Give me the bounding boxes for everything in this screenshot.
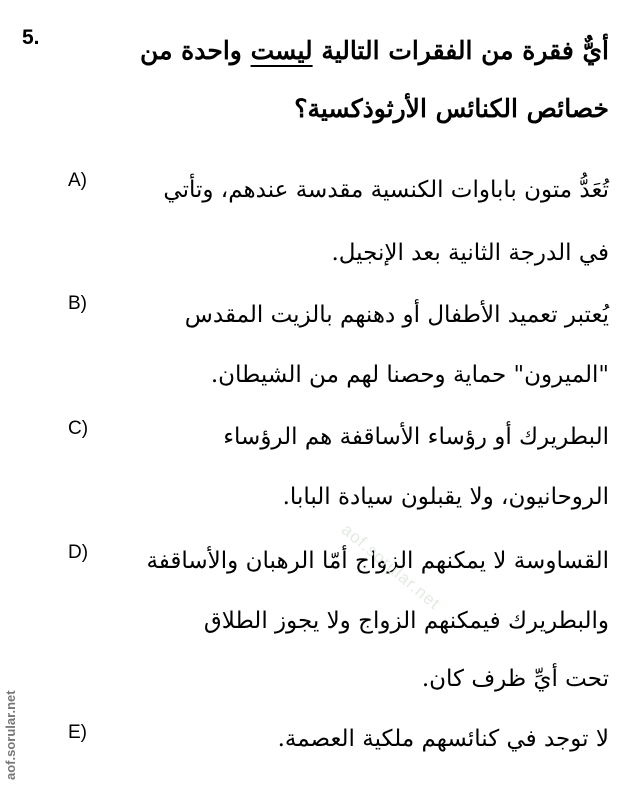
question-text-pre: أيٌّ فقرة من الفقرات التالية — [321, 36, 609, 65]
option-text-line: في الدرجة الثانية بعد الإنجيل. — [331, 240, 609, 266]
option-text-line: لا توجد في كنائسهم ملكية العصمة. — [277, 726, 609, 752]
option-text-line: القساوسة لا يمكنهم الزواج أمّا الرهبان والأساقفة — [146, 548, 609, 574]
option-letter: B) — [68, 293, 87, 314]
option-letter: D) — [68, 542, 89, 563]
question-number: 5. — [22, 26, 40, 49]
option-text-line: والبطريرك فيمكنهم الزواج ولا يجوز الطلاق — [203, 608, 609, 634]
option-letter: A) — [68, 170, 87, 191]
option-text-line: يُعتبر تعميد الأطفال أو دهنهم بالزيت المقدس — [184, 302, 609, 328]
option-letter: C) — [68, 418, 89, 439]
watermark: aof.sorular.net — [337, 520, 445, 614]
option-text-line: "الميرون" حماية وحصنا لهم من الشيطان. — [210, 362, 609, 388]
option-letter: E) — [68, 722, 87, 743]
option-text-line: البطريرك أو رؤساء الأساقفة هم الرؤساء — [223, 424, 609, 450]
side-watermark: aof.sorular.net — [3, 690, 18, 780]
question-line-1 — [140, 36, 609, 65]
option-text-line: تحت أيِّ ظرف كان. — [421, 666, 609, 692]
question-line-2: خصائص الكنائس الأرثوذكسية؟ — [294, 94, 609, 123]
question-text-post: واحدة من — [140, 36, 242, 65]
option-text-line: تُعَدُّ متون باباوات الكنسية مقدسة عندهم، وتأتي — [163, 177, 609, 203]
question-emphasis-word: ليست — [250, 36, 313, 65]
option-text-line: الروحانيون، ولا يقبلون سيادة البابا. — [282, 484, 609, 510]
